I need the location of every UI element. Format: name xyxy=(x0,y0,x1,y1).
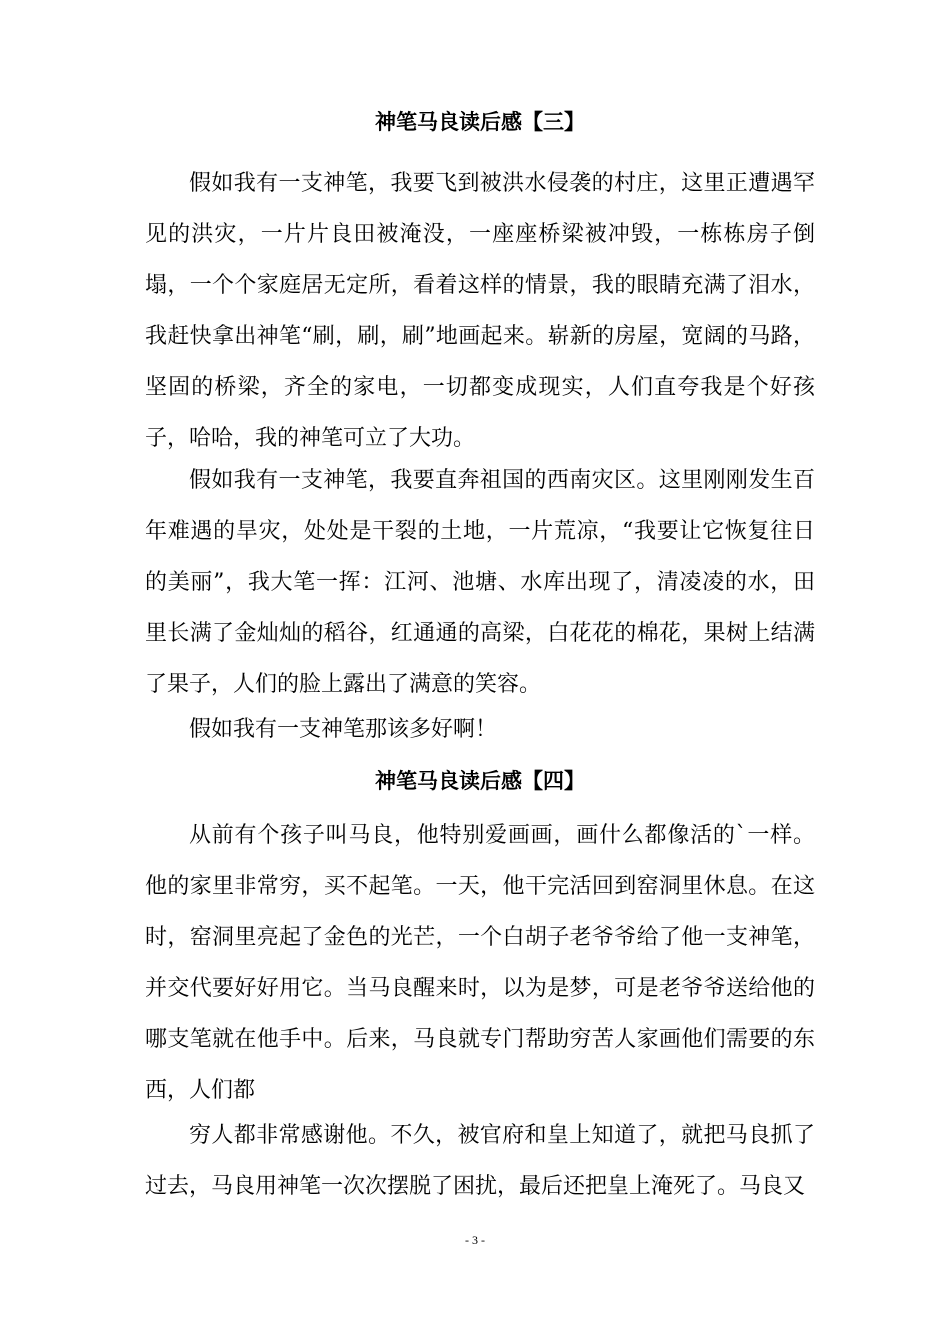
section-3-paragraph-2: 假如我有一支神笔，我要直奔祖国的西南灾区。这里刚刚发生百年难遇的旱灾，处处是干裂的土地，一片荒凉，“我要让它恢复往日的美丽”，我大笔一挥：江河、池塘、水库出现了，清凌凌的水，田里长满了金灿灿的稻谷，红通通的高梁，白花花的棉花，果树上结满了果子，人们的脸上露出了满意的笑容。 xyxy=(145,468,815,697)
section-3-paragraph-3: 假如我有一支神笔那该多好啊！ xyxy=(189,717,498,742)
section-4-title: 神笔马良读后感【四】 xyxy=(375,768,585,793)
section-3-paragraph-1: 假如我有一支神笔，我要飞到被洪水侵袭的村庄，这里正遭遇罕见的洪灾，一片片良田被淹没，一座座桥梁被冲毁，一栋栋房子倒塌，一个个家庭居无定所，看着这样的情景，我的眼睛充满了泪水，我赶快拿出神笔“刷，刷，刷”地画起来。崭新的房屋，宽阔的马路，坚固的桥梁，齐全的家电，一切都变成现实，人们直夸我是个好孩子，哈哈，我的神笔可立了大功。 xyxy=(145,171,815,451)
page-number: - 3 - xyxy=(465,1233,485,1247)
section-4-paragraph-1: 从前有个孩子叫马良，他特别爱画画，画什么都像活的`一样。他的家里非常穷，买不起笔。一天，他干完活回到窑洞里休息。在这时，窑洞里亮起了金色的光芒，一个白胡子老爷爷给了他一支神笔，并交代要好好用它。当马良醒来时，以为是梦，可是老爷爷送给他的哪支笔就在他手中。后来，马良就专门帮助穷苦人家画他们需要的东西，人们都 xyxy=(145,823,815,1103)
section-4-paragraph-2: 穷人都非常感谢他。不久，被官府和皇上知道了，就把马良抓了过去，马良用神笔一次次摆脱了困扰，最后还把皇上淹死了。马良又 xyxy=(145,1123,815,1199)
section-3-title: 神笔马良读后感【三】 xyxy=(375,109,585,134)
